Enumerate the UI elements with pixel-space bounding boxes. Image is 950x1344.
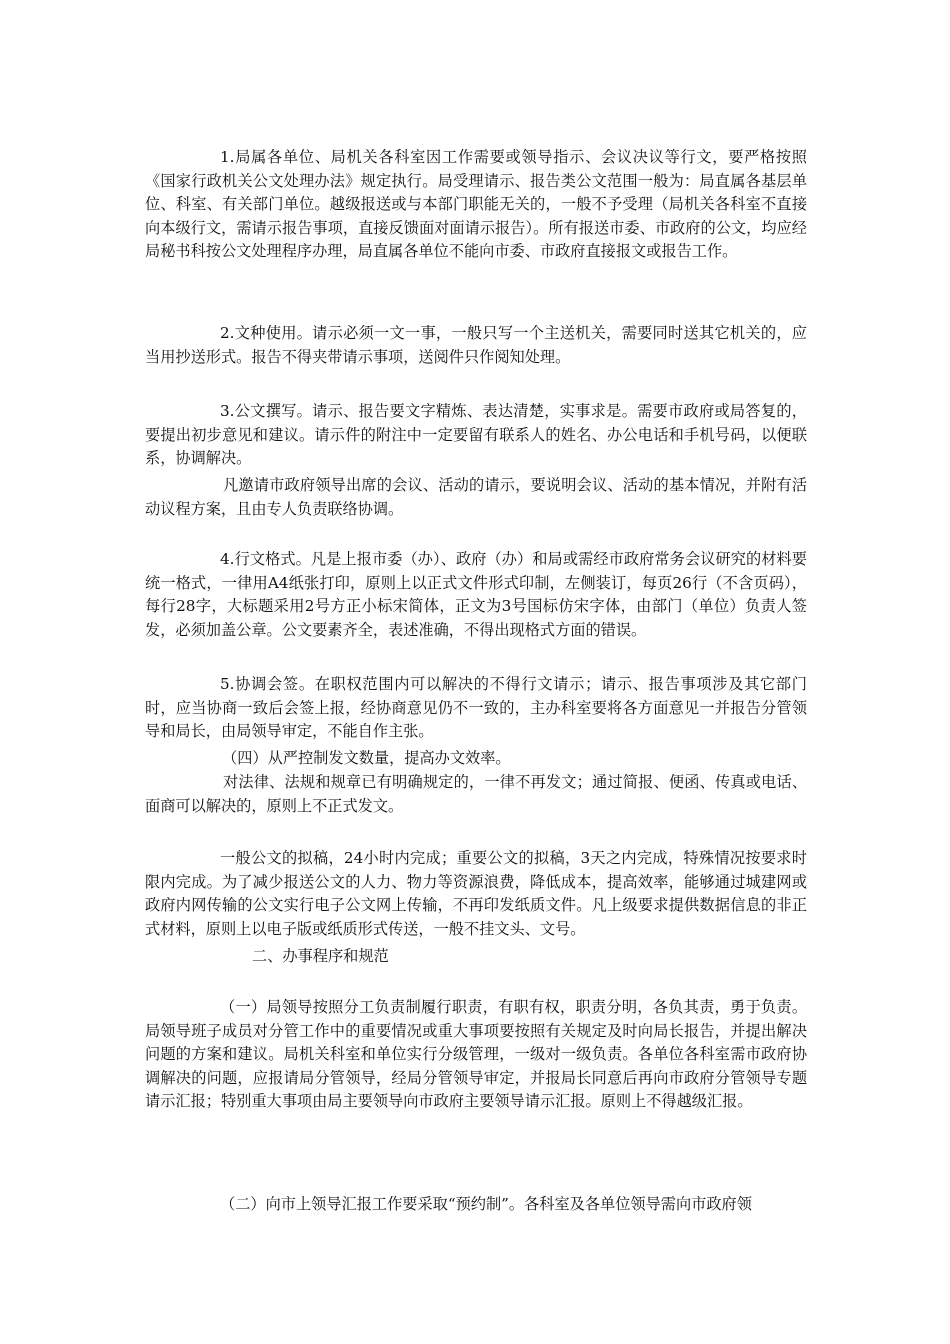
paragraph-5: 4.行文格式。凡是上报市委（办）、政府（办）和局或需经市政府常务会议研究的材料要统一格式，一律用A4纸张打印，原则上以正式文件形式印制，左侧装订，每页26行（不含页码），每行28字，大标题采用2号方正小标宋简体，正文为3号国标仿宋字体，由部门（单位）负责人签发，必须加盖公章。公文要素齐全，表述准确，不得出现格式方面的错误。 — [145, 550, 807, 639]
paragraph-6: 5.协调会签。在职权范围内可以解决的不得行文请示；请示、报告事项涉及其它部门时，应当协商一致后会签上报，经协商意见仍不一致的，主办科室要将各方面意见一并报告分管领导和局长，由局领导审定，不能自作主张。 — [145, 675, 807, 740]
paragraph-8: 一般公文的拟稿，24小时内完成；重要公文的拟稿，3天之内完成，特殊情况按要求时限内完成。为了减少报送公文的人力、物力等资源浪费，降低成本，提高效率，能够通过城建网或政府内网传输的公文实行电子公文网上传输，不再印发纸质文件。凡上级要求提供数据信息的非正式材料，原则上以电子版或纸质形式传送，一般不挂文头、文号。 — [145, 849, 807, 938]
heading-control-documents: （四）从严控制发文数量，提高办文效率。 — [222, 749, 511, 767]
paragraph-2: 2.文种使用。请示必须一文一事，一般只写一个主送机关，需要同时送其它机关的，应当用抄送形式。报告不得夹带请示事项，送阅件只作阅知处理。 — [145, 324, 807, 366]
paragraph-7: 对法律、法规和规章已有明确规定的，一律不再发文；通过简报、便函、传真或电话、面商可以解决的，原则上不正式发文。 — [145, 773, 807, 815]
paragraph-4: 凡邀请市政府领导出席的会议、活动的请示，要说明会议、活动的基本情况，并附有活动议程方案，且由专人负责联络协调。 — [145, 476, 807, 518]
paragraph-10: （二）向市上领导汇报工作要采取“预约制”。各科室及各单位领导需向市政府领 — [220, 1195, 752, 1213]
paragraph-9: （一）局领导按照分工负责制履行职责，有职有权，职责分明，各负其责，勇于负责。局领导班子成员对分管工作中的重要情况或重大事项要按照有关规定及时向局长报告，并提出解决问题的方案和建议。局机关科室和单位实行分级管理，一级对一级负责。各单位各科室需市政府协调解决的问题，应报请局分管领导，经局分管领导审定，并报局长同意后再向市政府分管领导专题请示汇报；特别重大事项由局主要领导向市政府主要领导请示汇报。原则上不得越级汇报。 — [145, 998, 807, 1110]
paragraph-3: 3.公文撰写。请示、报告要文字精炼、表达清楚，实事求是。需要市政府或局答复的，要提出初步意见和建议。请示件的附注中一定要留有联系人的姓名、办公电话和手机号码，以便联系，协调解决。 — [145, 402, 807, 467]
heading-section-2: 二、办事程序和规范 — [252, 947, 389, 965]
paragraph-1: 1.局属各单位、局机关各科室因工作需要或领导指示、会议决议等行文，要严格按照《国家行政机关公文处理办法》规定执行。局受理请示、报告类公文范围一般为：局直属各基层单位、科室、有关部门单位。越级报送或与本部门职能无关的，一般不予受理（局机关各科室不直接向本级行文，需请示报告事项，直接反馈面对面请示报告）。所有报送市委、市政府的公文，均应经局秘书科按公文处理程序办理，局直属各单位不能向市委、市政府直接报文或报告工作。 — [145, 148, 807, 260]
